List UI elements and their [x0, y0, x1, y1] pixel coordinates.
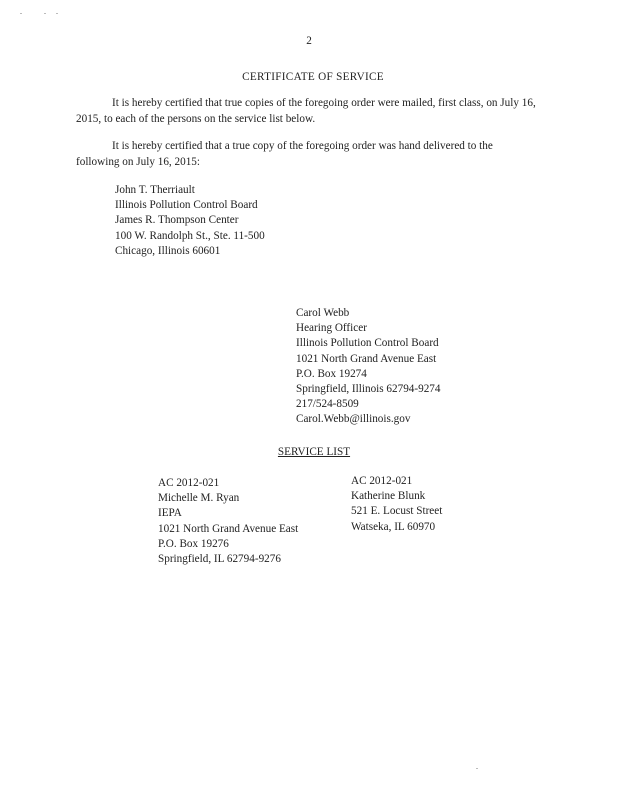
hand-delivery-paragraph — [76, 139, 536, 170]
signature-line: Carol Webb — [296, 307, 350, 319]
recipient-line: 100 W. Randolph St., Ste. 11-500 — [115, 229, 265, 242]
scan-speck — [44, 13, 46, 14]
service-list-right-entry — [351, 474, 442, 535]
signature-line: Illinois Pollution Control Board — [296, 337, 439, 350]
signature-line: P.O. Box 19274 — [296, 367, 367, 380]
signature-line: 217/524-8509 — [296, 398, 359, 411]
scan-speck — [20, 13, 22, 14]
service-entry-line: Springfield, IL 62794-9276 — [158, 553, 281, 566]
signature-line: Carol.Webb@illinois.gov — [296, 413, 411, 426]
page-number: 2 — [306, 35, 312, 47]
service-entry-line: P.O. Box 19276 — [158, 537, 229, 550]
document-title: CERTIFICATE OF SERVICE — [242, 71, 384, 83]
recipient-line: James R. Thompson Center — [115, 214, 239, 227]
service-entry-line: 521 E. Locust Street — [351, 505, 443, 518]
scan-speck — [476, 768, 478, 769]
service-entry-line: AC 2012-021 — [158, 477, 220, 489]
service-list-title: SERVICE LIST — [277, 446, 351, 458]
service-entry-line: Watseka, IL 60970 — [351, 520, 436, 533]
recipient-line: John T. Therriault — [115, 184, 195, 196]
service-list-left-entry — [158, 476, 298, 567]
recipient-line: Illinois Pollution Control Board — [115, 199, 258, 212]
service-entry-line: Michelle M. Ryan — [158, 492, 240, 505]
mailing-paragraph-text: It is hereby certified that true copies of the foregoing order were mailed, first class, on July 16, 2015, to each of the persons on the service list below. — [76, 97, 536, 125]
service-entry-line: AC 2012-021 — [351, 475, 413, 487]
signature-line: Hearing Officer — [296, 322, 367, 335]
mailing-paragraph — [76, 96, 536, 127]
signature-block — [296, 306, 441, 428]
hand-delivery-paragraph-text: It is hereby certified that a true copy of the foregoing order was hand delivered to the following on July 16, 2015: — [76, 140, 493, 168]
service-entry-line: 1021 North Grand Avenue East — [158, 522, 299, 535]
signature-line: 1021 North Grand Avenue East — [296, 352, 437, 365]
recipient-line: Chicago, Illinois 60601 — [115, 244, 221, 257]
service-entry-line: IEPA — [158, 507, 182, 520]
service-entry-line: Katherine Blunk — [351, 490, 426, 503]
scan-speck — [56, 13, 58, 14]
recipient-address-block — [115, 183, 265, 259]
signature-line: Springfield, Illinois 62794-9274 — [296, 383, 441, 396]
